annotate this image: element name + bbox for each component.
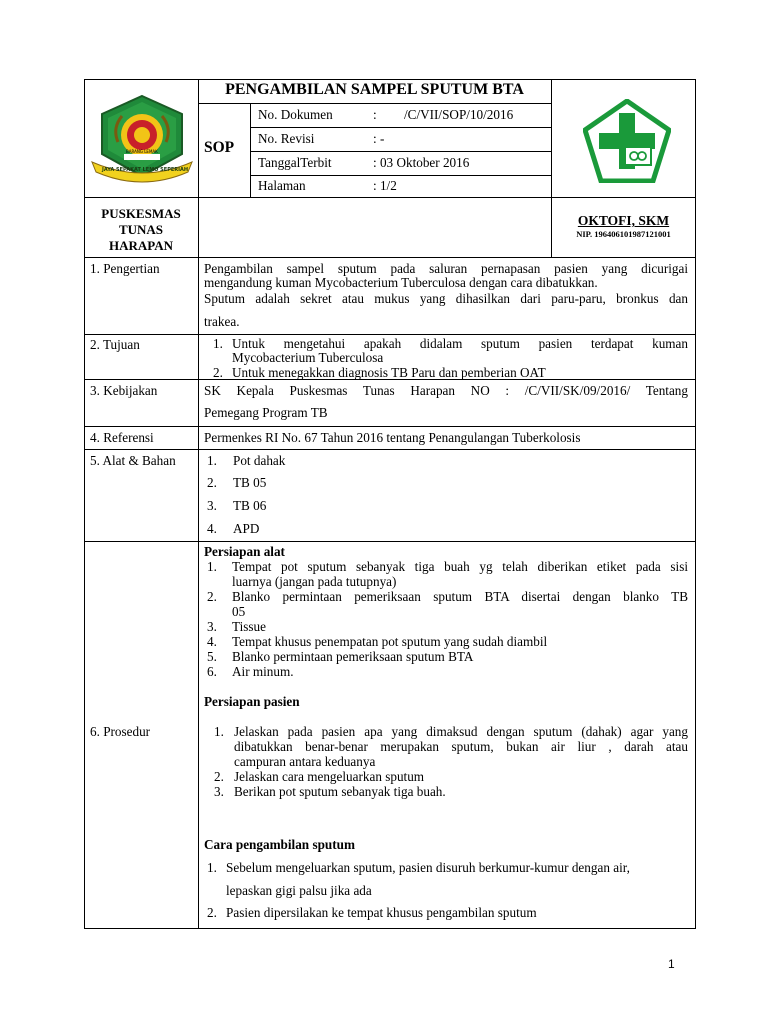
- list-item: Berikan pot sputum sebanyak tiga buah.: [234, 784, 446, 799]
- list-item: Jelaskan cara mengeluarkan sputum: [234, 769, 425, 784]
- list-item: Blanko permintaan pemeriksaan sputum BTA: [232, 649, 474, 664]
- meta-label: TanggalTerbit: [258, 155, 332, 170]
- puskesmas-cross-icon: [583, 99, 671, 183]
- meta-value: : -: [373, 131, 385, 146]
- list-number: 1.: [207, 453, 217, 468]
- section-label-kebijakan: 3. Kebijakan: [90, 383, 158, 398]
- sop-label: SOP: [204, 139, 235, 156]
- list-item: Mycobacterium Tuberculosa: [232, 350, 384, 365]
- meta-value: /C/VII/SOP/10/2016: [404, 107, 514, 122]
- list-item: Pasien dipersilakan ke tempat khusus pengambilan sputum: [226, 905, 537, 920]
- emblem-top-text: BARANG LEMAK: [126, 149, 158, 154]
- list-number: 2.: [214, 769, 224, 784]
- section-label-pengertian: 1. Pengertian: [90, 261, 160, 276]
- subheading-persiapan-alat: Persiapan alat: [204, 544, 285, 559]
- list-item: Tissue: [232, 619, 266, 634]
- institution-line: TUNAS: [118, 222, 164, 237]
- subheading-cara-pengambilan: Cara pengambilan sputum: [204, 837, 355, 852]
- meta-sep: :: [373, 107, 377, 122]
- signatory-nip: NIP. 196406101987121001: [576, 229, 671, 239]
- meta-label: No. Revisi: [258, 131, 315, 146]
- text-line: Pengambilan sampel sputum pada saluran pernapasan pasien yang dicurigai: [204, 261, 688, 276]
- list-number: 3.: [214, 784, 224, 799]
- list-number: 4.: [207, 634, 217, 649]
- right-logo: [583, 99, 671, 183]
- list-item: Tempat khusus penempatan pot sputum yang sudah diambil: [232, 634, 548, 649]
- list-number: 2.: [207, 905, 217, 920]
- list-item: Air minum.: [232, 664, 294, 679]
- list-item: lepaskan gigi palsu jika ada: [226, 883, 372, 898]
- list-item: Sebelum mengeluarkan sputum, pasien disuruh berkumur-kumur dengan air,: [226, 860, 630, 875]
- meta-value: : 1/2: [373, 178, 397, 193]
- referensi-text: Permenkes RI No. 67 Tahun 2016 tentang Penangulangan Tuberkolosis: [204, 430, 581, 445]
- list-item: Tempat pot sputum sebanyak tiga buah yg telah diberikan etiket pada sisi: [232, 559, 688, 574]
- emblem-ribbon-text: JAYA SEPAKAT LEMO SEPERIAH: [102, 167, 189, 173]
- subheading-persiapan-pasien: Persiapan pasien: [204, 694, 300, 709]
- text-line: Sputum adalah sekret atau mukus yang dihasilkan dari paru-paru, bronkus dan: [204, 291, 688, 306]
- list-number: 1.: [213, 336, 223, 351]
- list-number: 2.: [207, 589, 217, 604]
- page-number: 1: [668, 957, 675, 971]
- text-line: mengandung kuman Mycobacterium Tuberculosa dengan cara dibatukkan.: [204, 275, 598, 290]
- kebijakan-text: Pemegang Program TB: [204, 405, 328, 420]
- list-item: campuran antara keduanya: [234, 754, 376, 769]
- list-item: dibatukkan benar-benar merupakan sputum, bukan air liur , darah atau: [234, 739, 688, 754]
- left-logo: [88, 92, 196, 184]
- list-number: 4.: [207, 521, 217, 536]
- list-item: Jelaskan pada pasien apa yang dimaksud dengan sputum (dahak) agar yang: [234, 724, 688, 739]
- list-number: 6.: [207, 664, 217, 679]
- list-number: 3.: [207, 619, 217, 634]
- list-number: 3.: [207, 498, 217, 513]
- list-number: 5.: [207, 649, 217, 664]
- text-line: trakea.: [204, 314, 240, 329]
- list-item: Blanko permintaan pemeriksaan sputum BTA disertai dengan blanko TB: [232, 589, 688, 604]
- list-item: Pot dahak: [233, 453, 286, 468]
- section-label-prosedur: 6. Prosedur: [90, 724, 151, 739]
- meta-label: Halaman: [258, 178, 306, 193]
- list-item: Untuk mengetahui apakah didalam sputum pasien terdapat kuman: [232, 336, 688, 351]
- list-number: 1.: [214, 724, 224, 739]
- meta-value: : 03 Oktober 2016: [373, 155, 470, 170]
- institution-line: HARAPAN: [108, 238, 174, 253]
- institution-line: PUSKESMAS: [101, 206, 181, 221]
- list-item: TB 05: [233, 475, 267, 490]
- document-title: PENGAMBILAN SAMPEL SPUTUM BTA: [225, 81, 524, 98]
- list-item: luarnya (jangan pada tutupnya): [232, 574, 397, 589]
- meta-label: No. Dokumen: [258, 107, 333, 122]
- list-number: 2.: [213, 365, 223, 380]
- list-item: 05: [232, 604, 246, 619]
- kebijakan-text: SK Kepala Puskesmas Tunas Harapan NO : /C/VII/SK/09/2016/ Tentang: [204, 383, 688, 398]
- section-label-alat: 5. Alat & Bahan: [90, 453, 176, 468]
- list-item: TB 06: [233, 498, 267, 513]
- list-number: 2.: [207, 475, 217, 490]
- list-number: 1.: [207, 559, 217, 574]
- list-item: APD: [233, 521, 260, 536]
- list-item: Untuk menegakkan diagnosis TB Paru dan pemberian OAT: [232, 365, 546, 380]
- section-label-tujuan: 2. Tujuan: [90, 337, 140, 352]
- signatory-name: OKTOFI, SKM: [577, 213, 670, 228]
- section-label-referensi: 4. Referensi: [90, 430, 154, 445]
- list-number: 1.: [207, 860, 217, 875]
